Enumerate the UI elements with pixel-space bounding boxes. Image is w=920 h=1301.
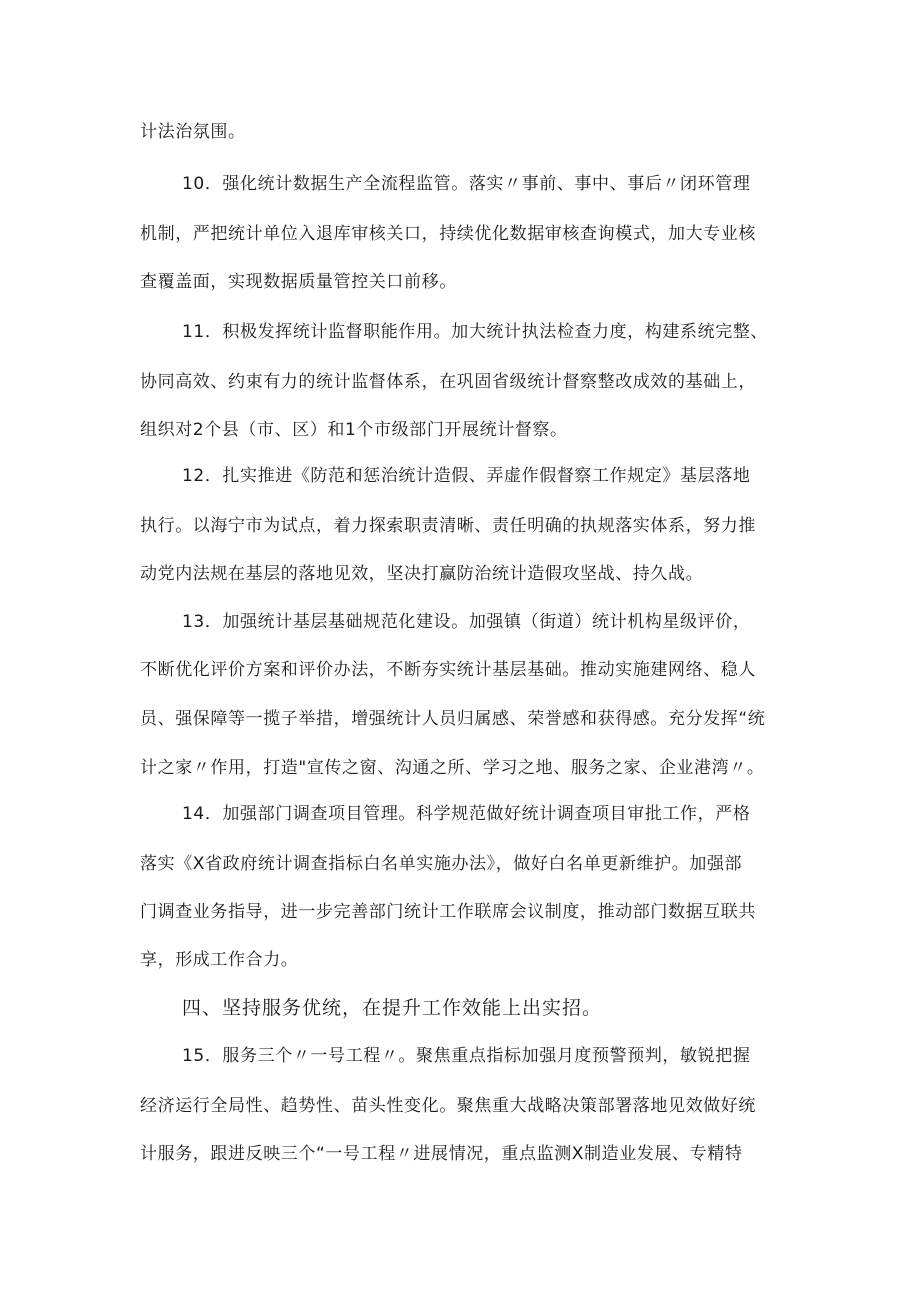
text-line: 查覆盖面，实现数据质量管控关口前移。 (140, 272, 457, 292)
text-line: 计之家〃作用，打造"宣传之窗、沟通之所、学习之地、服务之家、企业港湾〃。 (140, 758, 765, 778)
text-line: 组织对2个县（市、区）和1个市级部门开展统计督察。 (140, 420, 568, 440)
text-line: 享，形成工作合力。 (140, 950, 299, 970)
text-line: 经济运行全局性、趋势性、苗头性变化。聚焦重大战略决策部署落地见效做好统 (140, 1096, 756, 1116)
text-line: 协同高效、约束有力的统计监督体系，在巩固省级统计督察整改成效的基础上， (140, 372, 756, 392)
text-line: 执行。以海宁市为试点，着力探索职责清晰、责任明确的执规落实体系，努力推 (140, 516, 756, 536)
text-line: 员、强保障等一揽子举措，增强统计人员归属感、荣誉感和获得感。充分发挥“统 (140, 709, 766, 729)
text-line: 15．服务三个〃一号工程〃。聚焦重点指标加强月度预警预判，敏锐把握 (182, 1046, 751, 1066)
text-line: 机制，严把统计单位入退库审核关口，持续优化数据审核查询模式，加大专业核 (140, 224, 756, 244)
text-line: 不断优化评价方案和评价办法，不断夯实统计基层基础。推动实施建网络、稳人 (140, 660, 756, 680)
text-line: 10．强化统计数据生产全流程监管。落实〃事前、事中、事后〃闭环管理 (182, 174, 751, 194)
text-line: 落实《X省政府统计调查指标白名单实施办法》，做好白名单更新维护。加强部 (140, 854, 743, 874)
text-line: 计法治氛围。 (140, 122, 246, 142)
text-line: 门调查业务指导，进一步完善部门统计工作联席会议制度，推动部门数据互联共 (140, 902, 756, 922)
text-line: 14．加强部门调查项目管理。科学规范做好统计调查项目审批工作，严格 (182, 804, 751, 824)
text-line: 动党内法规在基层的落地见效，坚决打赢防治统计造假攻坚战、持久战。 (140, 564, 704, 584)
section-heading: 四、坚持服务优统，在提升工作效能上出实招。 (182, 997, 603, 1019)
text-line: 11．积极发挥统计监督职能作用。加大统计执法检查力度，构建系统完整、 (182, 322, 769, 342)
text-line: 13．加强统计基层基础规范化建设。加强镇（街道）统计机构星级评价， (182, 612, 751, 632)
text-line: 计服务，跟进反映三个“一号工程〃进展情况，重点监测X制造业发展、专精特 (140, 1144, 743, 1164)
text-line: 12．扎实推进《防范和惩治统计造假、弄虚作假督察工作规定》基层落地 (182, 466, 751, 486)
